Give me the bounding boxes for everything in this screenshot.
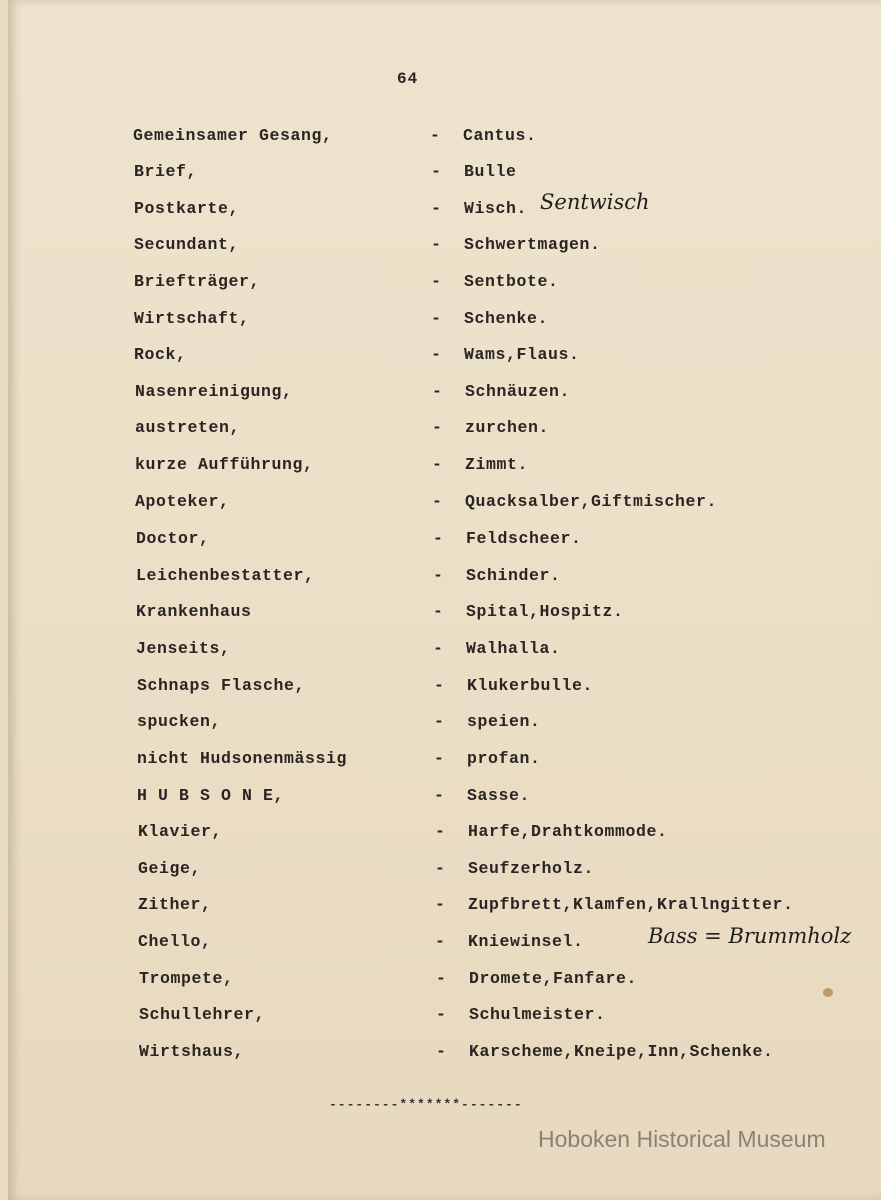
entry-definition: Harfe,Drahtkommode. [468,822,668,841]
entry-term: Apoteker, [135,492,230,511]
glossary-entry [137,749,881,773]
entry-dash: - [430,126,440,145]
entry-term: Klavier, [138,822,223,841]
glossary-list [8,0,881,1200]
glossary-entry [134,272,881,296]
entry-term: Postkarte, [134,199,240,218]
entry-term: Briefträger, [134,272,261,291]
glossary-entry [136,529,881,553]
entry-term: Schullehrer, [139,1005,266,1024]
entry-dash: - [435,822,445,841]
entry-definition: Walhalla. [466,639,561,658]
entry-term: Gemeinsamer Gesang, [133,126,333,145]
entry-dash: - [433,566,443,585]
entry-dash: - [433,602,443,621]
entry-dash: - [431,309,441,328]
entry-term: Wirtschaft, [134,309,250,328]
entry-definition: Klukerbulle. [467,676,594,695]
handwritten-note-postkarte: Sentwisch [540,190,650,214]
entry-dash: - [432,382,442,401]
entry-term: Geige, [138,859,202,878]
handwritten-note-chello: Bass = Brummholz [648,924,852,948]
entry-dash: - [431,235,441,254]
entry-term: Leichenbestatter, [136,566,315,585]
paper-stain [823,988,833,997]
entry-term: Jenseits, [136,639,231,658]
entry-dash: - [431,272,441,291]
entry-term: Doctor, [136,529,210,548]
entry-dash: - [436,969,446,988]
entry-dash: - [432,492,442,511]
document-page [8,0,881,1200]
entry-definition: Dromete,Fanfare. [469,969,638,988]
entry-definition: profan. [467,749,541,768]
entry-term: H U B S O N E, [137,786,285,805]
entry-term: spucken, [137,712,222,731]
entry-definition: Seufzerholz. [468,859,595,878]
entry-term: Schnaps Flasche, [137,676,306,695]
entry-dash: - [436,1042,446,1061]
entry-dash: - [433,639,443,658]
entry-term: kurze Aufführung, [135,455,314,474]
glossary-entry [133,126,881,150]
entry-term: Zither, [138,895,212,914]
glossary-entry [138,822,881,846]
entry-definition: Schwertmagen. [464,235,601,254]
entry-term: Chello, [138,932,212,951]
entry-term: Nasenreinigung, [135,382,293,401]
glossary-entry [138,924,881,956]
entry-definition: Sentbote. [464,272,559,291]
glossary-entry [134,235,881,259]
entry-term: Krankenhaus [136,602,252,621]
glossary-entry [139,1005,881,1029]
entry-definition: zurchen. [465,418,550,437]
glossary-entry [139,969,881,993]
glossary-entry [135,382,881,406]
glossary-entry [136,602,881,626]
entry-definition: Kniewinsel. [468,932,584,951]
glossary-entry [136,566,881,590]
glossary-entry [135,492,881,516]
entry-definition: Wisch. [464,199,528,218]
entry-definition: Karscheme,Kneipe,Inn,Schenke. [469,1042,774,1061]
glossary-entry [134,162,881,186]
entry-dash: - [431,345,441,364]
entry-definition: Zimmt. [465,455,529,474]
entry-term: austreten, [135,418,241,437]
entry-dash: - [434,676,444,695]
glossary-entry [134,190,881,223]
entry-dash: - [434,749,444,768]
entry-dash: - [432,418,442,437]
glossary-entry [134,345,881,369]
entry-dash: - [431,199,441,218]
entry-dash: - [435,932,445,951]
entry-dash: - [436,1005,446,1024]
entry-definition: Schnäuzen. [465,382,571,401]
glossary-entry [137,676,881,700]
entry-dash: - [433,529,443,548]
section-divider: --------*******------- [329,1097,523,1112]
entry-dash: - [434,712,444,731]
entry-definition: Bulle [464,162,517,181]
entry-definition: Schenke. [464,309,549,328]
entry-term: Wirtshaus, [139,1042,245,1061]
entry-dash: - [435,859,445,878]
entry-definition: Quacksalber,Giftmischer. [465,492,718,511]
entry-definition: Cantus. [463,126,537,145]
glossary-entry [137,786,881,810]
glossary-entry [137,712,881,736]
glossary-entry [136,639,881,663]
glossary-entry [138,859,881,883]
entry-definition: Sasse. [467,786,531,805]
entry-definition: speien. [467,712,541,731]
entry-definition: Spital,Hospitz. [466,602,624,621]
entry-definition: Schulmeister. [469,1005,606,1024]
page-number: 64 [397,70,419,88]
entry-dash: - [432,455,442,474]
entry-definition: Wams,Flaus. [464,345,580,364]
entry-definition: Schinder. [466,566,561,585]
glossary-entry [139,1042,881,1066]
entry-term: Brief, [134,162,198,181]
entry-definition: Feldscheer. [466,529,582,548]
glossary-entry [135,455,881,479]
glossary-entry [134,309,881,333]
entry-term: nicht Hudsonenmässig [137,749,348,768]
entry-term: Trompete, [139,969,234,988]
entry-term: Rock, [134,345,187,364]
entry-dash: - [431,162,441,181]
entry-dash: - [435,895,445,914]
glossary-entry [135,418,881,442]
glossary-entry [138,895,881,919]
entry-term: Secundant, [134,235,240,254]
entry-dash: - [434,786,444,805]
entry-definition: Zupfbrett,Klamfen,Krallngitter. [468,895,794,914]
museum-watermark: Hoboken Historical Museum [538,1126,826,1152]
